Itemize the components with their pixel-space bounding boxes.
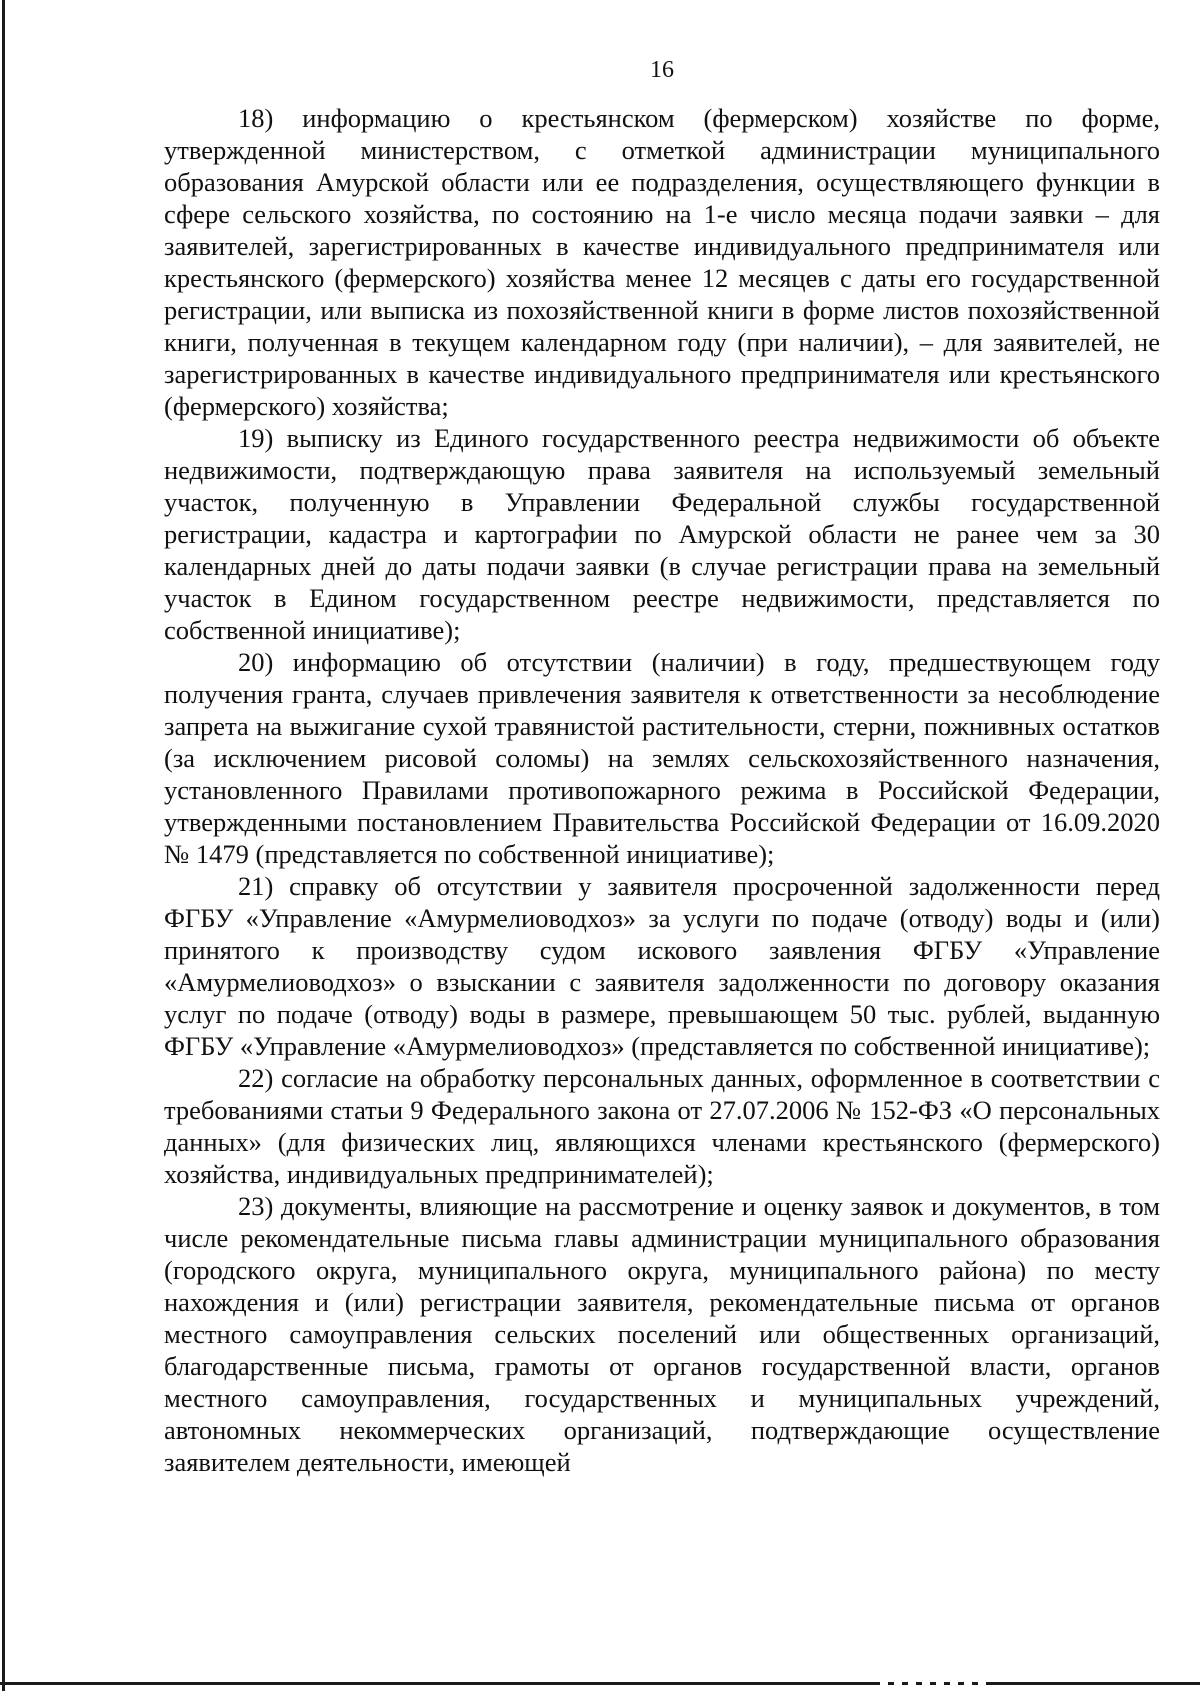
paragraph-item-23: 23) документы, влияющие на рассмотрение и оценку заявок и документов, в том числе рекомендательные письма главы администрации муниципального образования (городского округа, муниципального округа, муниципального района) по месту нахождения и (или) регистрации заявителя, рекомендательные письма от органов местного самоуправления сельских поселений или общественных организаций, благодарственные письма, грамоты от органов государственной власти, органов местного самоуправления, государственных и муниципальных учреждений, автономных некоммерческих организаций, подтверждающие осуществление заявителем деятельности, имеющей [164, 1191, 1160, 1477]
paragraph-item-22: 22) согласие на обработку персональных данных, оформленное в соответствии с требованиями статьи 9 Федерального закона от 27.07.2006 № 152-ФЗ «О персональных данных» (для физических лиц, являющихся членами крестьянского (фермерского) хозяйства, индивидуальных предпринимателей); [164, 1063, 1160, 1189]
page-number: 16 [650, 57, 674, 83]
paragraph-item-18: 18) информацию о крестьянском (фермерском) хозяйстве по форме, утвержденной министерством, с отметкой администрации муниципального образования Амурской области или ее подразделения, осуществляющего функции в сфере сельского хозяйства, по состоянию на 1-е число месяца подачи заявки – для заявителей, зарегистрированных в качестве индивидуального предпринимателя или крестьянского (фермерского) хозяйства менее 12 месяцев с даты его государственной регистрации, или выписка из похозяйственной книги в форме листов похозяйственной книги, полученная в текущем календарном году (при наличии), – для заявителей, не зарегистрированных в качестве индивидуального предпринимателя или крестьянского (фермерского) хозяйства; [164, 103, 1160, 421]
document-page [164, 54, 1160, 1478]
scan-border-bottom-dashes [880, 1682, 990, 1685]
scan-border-left [2, 0, 5, 1691]
paragraph-item-21: 21) справку об отсутствии у заявителя просроченной задолженности перед ФГБУ «Управление «Амурмелиоводхоз» за услуги по подаче (отводу) воды и (или) принятого к производству судом искового заявления ФГБУ «Управление «Амурмелиоводхоз» о взыскании с заявителя задолженности по договору оказания услуг по подаче (отводу) воды в размере, превышающем 50 тыс. рублей, выданную ФГБУ «Управление «Амурмелиоводхоз» (представляется по собственной инициативе); [164, 871, 1160, 1061]
paragraph-item-19: 19) выписку из Единого государственного реестра недвижимости об объекте недвижимости, подтверждающую права заявителя на используемый земельный участок, полученную в Управлении Федеральной службы государственной регистрации, кадастра и картографии по Амурской области не ранее чем за 30 календарных дней до даты подачи заявки (в случае регистрации права на земельный участок в Едином государственном реестре недвижимости, представляется по собственной инициативе); [164, 423, 1160, 645]
paragraph-item-20: 20) информацию об отсутствии (наличии) в году, предшествующем году получения гранта, случаев привлечения заявителя к ответственности за несоблюдение запрета на выжигание сухой травянистой растительности, стерни, пожнивных остатков (за исключением рисовой соломы) на землях сельскохозяйственного назначения, установленного Правилами противопожарного режима в Российской Федерации, утвержденными постановлением Правительства Российской Федерации от 16.09.2020 № 1479 (представляется по собственной инициативе); [164, 647, 1160, 869]
scan-border-bottom [0, 1682, 1200, 1685]
